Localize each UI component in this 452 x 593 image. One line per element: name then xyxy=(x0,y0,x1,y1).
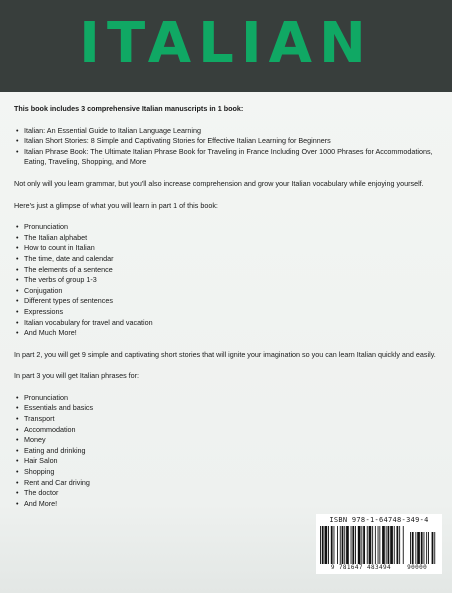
list-item: • Essentials and basics xyxy=(16,403,439,414)
barcode-digits xyxy=(318,564,440,572)
list-item: • Italian Short Stories: 8 Simple and Captivating Stories for Effective Italian Learning for Beginners xyxy=(16,136,439,147)
list-item: • Italian: An Essential Guide to Italian Language Learning xyxy=(16,126,439,137)
list-item: • And Much More! xyxy=(16,328,439,339)
isbn-text: ISBN 978-1-64748-349-4 xyxy=(329,516,429,524)
list-item: • The elements of a sentence xyxy=(16,265,439,276)
intro-text: This book includes 3 comprehensive Italian manuscripts in 1 book: xyxy=(14,104,244,113)
list-item: • The doctor xyxy=(16,488,439,499)
list-item: • Money xyxy=(16,435,439,446)
title-banner xyxy=(0,0,452,92)
list-item: • The verbs of group 1-3 xyxy=(16,275,439,286)
list-item: • Pronunciation xyxy=(16,393,439,404)
list-item: • Italian Phrase Book: The Ultimate Italian Phrase Book for Traveling in France Including Over 1000 Phrases for Accommodations, Eating, Traveling, Shopping, and More xyxy=(16,147,439,168)
list-item: • Italian vocabulary for travel and vacation xyxy=(16,318,439,329)
grammar-paragraph: Not only will you learn grammar, but you'll also increase comprehension and grow your Italian vocabulary while enjoying yourself. xyxy=(14,178,424,188)
list-item: • Transport xyxy=(16,414,439,425)
isbn-barcode xyxy=(316,514,442,574)
manuscript-list xyxy=(14,126,439,168)
ean-digits: 9 781647 483494 xyxy=(330,564,392,571)
list-item: • Eating and drinking xyxy=(16,446,439,457)
list-item: • How to count in Italian xyxy=(16,243,439,254)
part1-heading: Here's just a glimpse of what you will learn in part 1 of this book: xyxy=(14,200,218,210)
list-item: • Expressions xyxy=(16,307,439,318)
list-item: • Shopping xyxy=(16,467,439,478)
addon-digits: 90000 xyxy=(407,564,428,571)
list-item: • Accommodation xyxy=(16,425,439,436)
list-item: • Pronunciation xyxy=(16,222,439,233)
list-item: • The time, date and calendar xyxy=(16,254,439,265)
description xyxy=(14,104,439,509)
barcode-bars-icon xyxy=(320,526,438,564)
list-item: • Different types of sentences xyxy=(16,296,439,307)
list-item: • The Italian alphabet xyxy=(16,233,439,244)
list-item: • Rent and Car driving xyxy=(16,478,439,489)
part1-list xyxy=(14,222,439,339)
list-item: • Conjugation xyxy=(16,286,439,297)
page-title: ITALIAN xyxy=(79,11,373,76)
part2-paragraph: In part 2, you will get 9 simple and captivating short stories that will ignite your imagination so you can learn Italian quickly and easily. xyxy=(14,349,436,359)
part3-list xyxy=(14,393,439,510)
list-item: • Hair Salon xyxy=(16,456,439,467)
list-item: • And More! xyxy=(16,499,439,510)
part3-heading: In part 3 you will get Italian phrases for: xyxy=(14,371,140,381)
